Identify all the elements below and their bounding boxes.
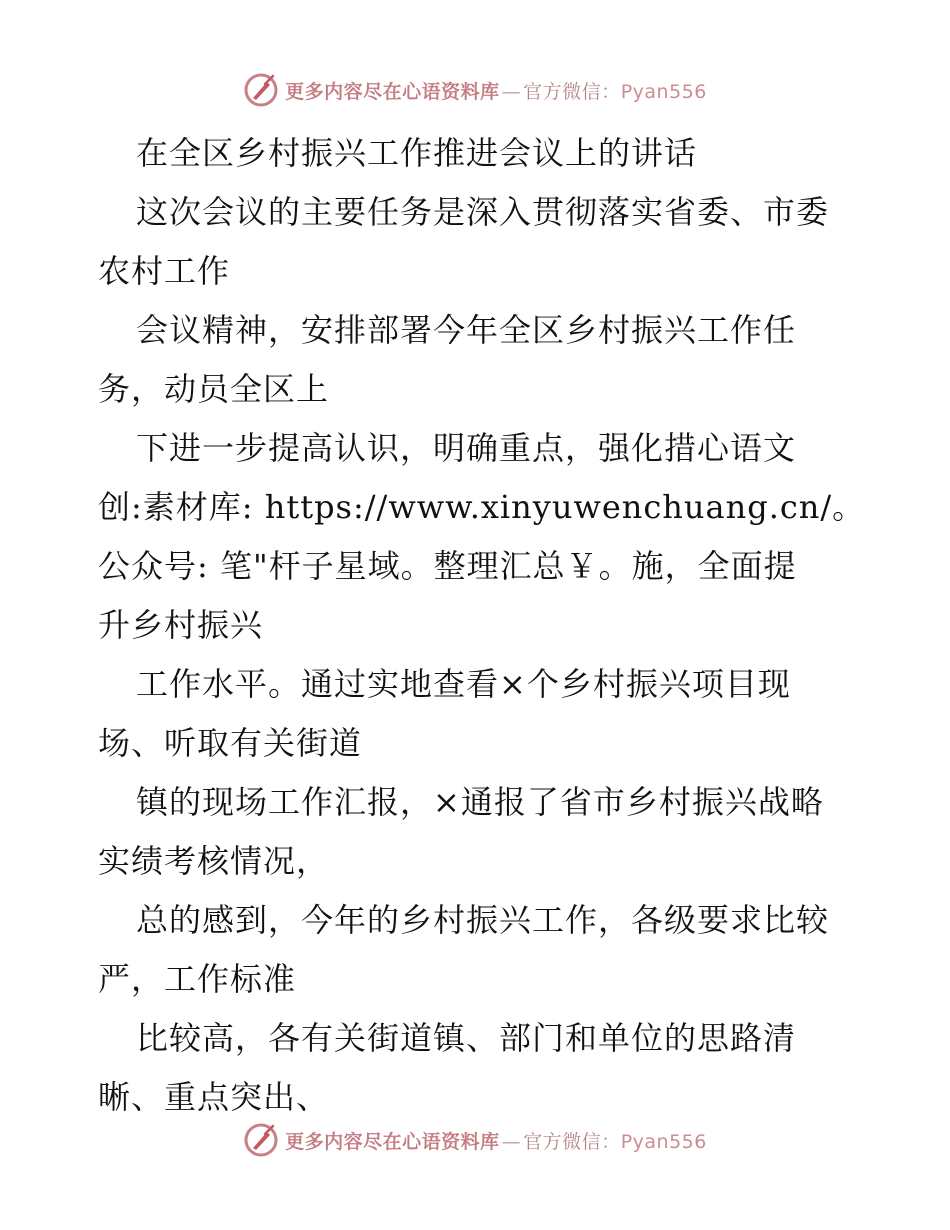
text-line: 场、听取有关街道 (98, 724, 363, 762)
text-line: 实绩考核情况， (98, 842, 330, 880)
text-line: 农村工作 (98, 252, 231, 290)
text-line: 下进一步提高认识，明确重点，强化措心语文 (136, 429, 797, 467)
document-body (98, 124, 866, 1127)
text-line: 在全区乡村振兴工作推进会议上的讲话 (136, 134, 698, 172)
text-line: 公众号: 笔"杆子星域。整理汇总￥。施，全面提 (98, 547, 797, 585)
quill-logo-icon (243, 72, 279, 108)
text-line: 总的感到，今年的乡村振兴工作，各级要求比较 (136, 901, 830, 939)
watermark-wechat-label: 官方微信： (523, 80, 621, 103)
text-line: 创:素材库: https://www.xinyuwenchuang.cn/。 (98, 488, 866, 526)
text-line: 这次会议的主要任务是深入贯彻落实省委、市委 (136, 193, 830, 231)
text-line: 升乡村振兴 (98, 606, 264, 644)
quill-logo-icon (243, 1122, 279, 1158)
watermark-wechat-label: 官方微信： (523, 1130, 621, 1153)
watermark-text (285, 1127, 707, 1154)
text-line: 比较高，各有关街道镇、部门和单位的思路清 (136, 1019, 797, 1057)
watermark-main: 更多内容尽在心语资料库 (285, 1130, 500, 1153)
watermark-separator: — (501, 1130, 522, 1153)
text-line: 工作水平。通过实地查看×个乡村振兴项目现 (136, 665, 791, 703)
watermark-separator: — (501, 80, 522, 103)
footer-watermark (0, 1120, 950, 1160)
watermark-wechat-id: Pyan556 (620, 80, 707, 103)
text-line: 严，工作标准 (98, 960, 297, 998)
text-line: 会议精神，安排部署今年全区乡村振兴工作任 (136, 311, 797, 349)
watermark-wechat-id: Pyan556 (620, 1130, 707, 1153)
watermark-text (285, 77, 707, 104)
text-line: 晰、重点突出、 (98, 1078, 330, 1116)
watermark-main: 更多内容尽在心语资料库 (285, 80, 500, 103)
text-line: 镇的现场工作汇报，×通报了省市乡村振兴战略 (136, 783, 824, 821)
header-watermark (0, 70, 950, 110)
text-line: 务，动员全区上 (98, 370, 330, 408)
